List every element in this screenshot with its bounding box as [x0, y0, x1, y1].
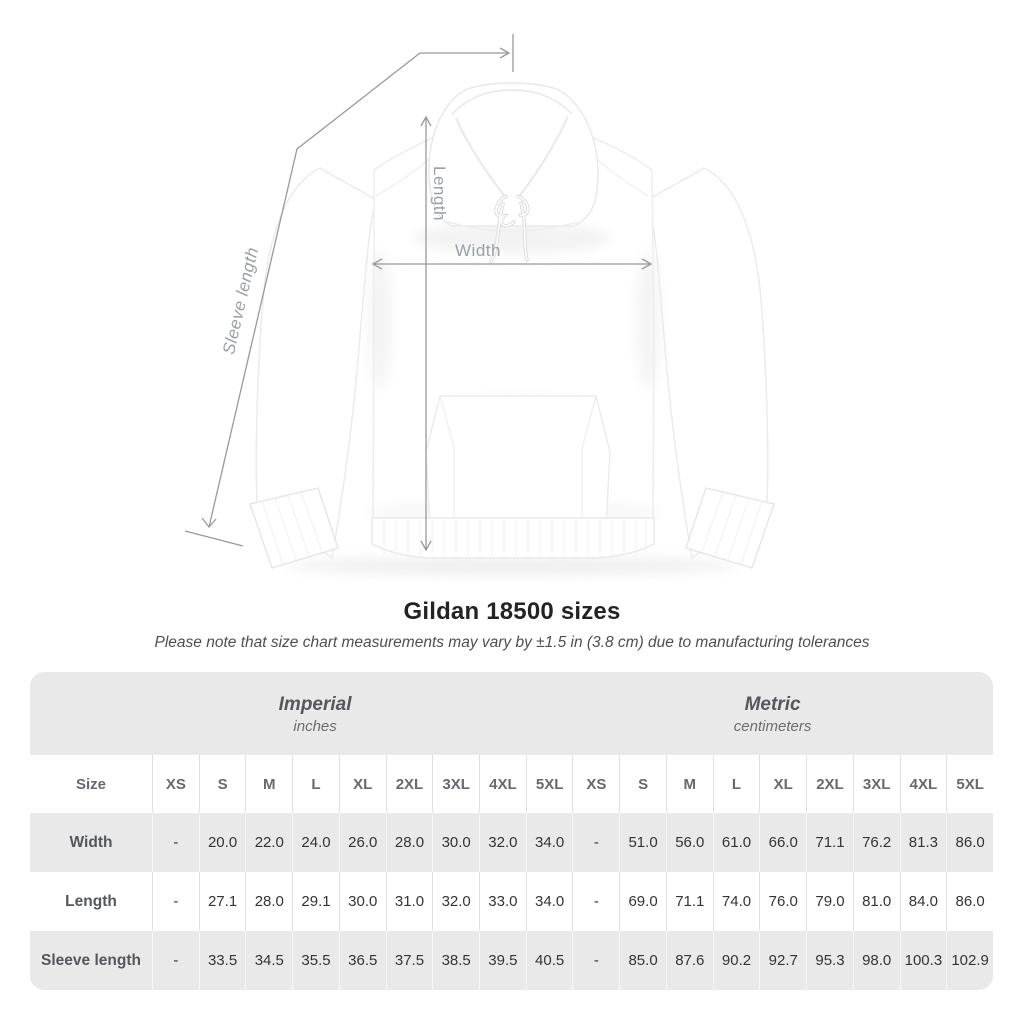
- value-cell: 37.5: [386, 931, 433, 990]
- size-header-cell: XS: [572, 755, 619, 813]
- value-cell: -: [572, 872, 619, 931]
- table-row-width: [30, 813, 993, 872]
- value-cell: 90.2: [713, 931, 760, 990]
- sleeve-length-measure-label: Sleeve length: [219, 245, 263, 357]
- value-cell: 61.0: [713, 813, 760, 872]
- value-cell: 81.0: [853, 872, 900, 931]
- value-cell: 34.0: [526, 813, 573, 872]
- value-cell: 28.0: [386, 813, 433, 872]
- value-cell: -: [572, 813, 619, 872]
- value-cell: 39.5: [479, 931, 526, 990]
- value-cell: 81.3: [900, 813, 947, 872]
- row-label: Width: [69, 833, 113, 851]
- value-cell: 31.0: [386, 872, 433, 931]
- imperial-label: Imperial: [278, 694, 352, 715]
- value-cell: -: [152, 872, 199, 931]
- value-cell: 40.5: [526, 931, 573, 990]
- row-label: Length: [65, 892, 117, 910]
- value-cell: 32.0: [479, 813, 526, 872]
- page-title: Gildan 18500 sizes: [403, 598, 621, 625]
- value-cell: 34.5: [245, 931, 292, 990]
- value-cell: 100.3: [900, 931, 947, 990]
- value-cell: 95.3: [806, 931, 853, 990]
- hem-band: [372, 518, 654, 558]
- size-header-cell: L: [292, 755, 339, 813]
- value-cell: 33.0: [479, 872, 526, 931]
- size-header-cell: XL: [339, 755, 386, 813]
- metric-label: Metric: [744, 694, 801, 715]
- value-cell: 84.0: [900, 872, 947, 931]
- value-cell: 86.0: [946, 872, 993, 931]
- value-cell: 71.1: [666, 872, 713, 931]
- imperial-group-header: [30, 672, 572, 755]
- size-column-header: Size: [75, 775, 106, 793]
- value-cell: 26.0: [339, 813, 386, 872]
- hood: [429, 83, 598, 231]
- imperial-unit: inches: [293, 717, 337, 735]
- size-header-cell: 3XL: [853, 755, 900, 813]
- table-header-row: [30, 755, 993, 813]
- value-cell: 98.0: [853, 931, 900, 990]
- value-cell: 36.5: [339, 931, 386, 990]
- size-header-cell: XL: [759, 755, 806, 813]
- kangaroo-pocket: [426, 396, 610, 526]
- value-cell: -: [152, 931, 199, 990]
- metric-unit: centimeters: [733, 717, 812, 735]
- size-header-cell: 2XL: [806, 755, 853, 813]
- value-cell: 30.0: [339, 872, 386, 931]
- metric-group-header: [572, 672, 993, 755]
- tolerance-note: Please note that size chart measurements may vary by ±1.5 in (3.8 cm) due to manufacturing tolerances: [154, 634, 870, 651]
- size-header-cell: 4XL: [900, 755, 947, 813]
- value-cell: -: [152, 813, 199, 872]
- value-cell: 66.0: [759, 813, 806, 872]
- value-cell: 56.0: [666, 813, 713, 872]
- value-cell: -: [572, 931, 619, 990]
- value-cell: 34.0: [526, 872, 573, 931]
- value-cell: 24.0: [292, 813, 339, 872]
- value-cell: 32.0: [432, 872, 479, 931]
- size-table: [30, 672, 993, 990]
- value-cell: 87.6: [666, 931, 713, 990]
- size-header-cell: M: [666, 755, 713, 813]
- value-cell: 20.0: [199, 813, 246, 872]
- value-cell: 86.0: [946, 813, 993, 872]
- size-header-cell: 3XL: [432, 755, 479, 813]
- value-cell: 51.0: [619, 813, 666, 872]
- size-header-cell: 5XL: [526, 755, 573, 813]
- unit-group-band: [30, 672, 993, 755]
- value-cell: 92.7: [759, 931, 806, 990]
- value-cell: 29.1: [292, 872, 339, 931]
- value-cell: 76.2: [853, 813, 900, 872]
- value-cell: 76.0: [759, 872, 806, 931]
- value-cell: 30.0: [432, 813, 479, 872]
- table-row-sleeve-length: [30, 931, 993, 990]
- value-cell: 28.0: [245, 872, 292, 931]
- size-header-cell: S: [199, 755, 246, 813]
- value-cell: 69.0: [619, 872, 666, 931]
- value-cell: 27.1: [199, 872, 246, 931]
- value-cell: 22.0: [245, 813, 292, 872]
- table-row-length: [30, 872, 993, 931]
- ground-shadow: [287, 557, 737, 575]
- value-cell: 71.1: [806, 813, 853, 872]
- value-cell: 74.0: [713, 872, 760, 931]
- value-cell: 85.0: [619, 931, 666, 990]
- value-cell: 102.9: [946, 931, 993, 990]
- size-header-cell: XS: [152, 755, 199, 813]
- length-measure-label: Length: [430, 166, 449, 221]
- size-header-cell: S: [619, 755, 666, 813]
- value-cell: 79.0: [806, 872, 853, 931]
- size-header-cell: M: [245, 755, 292, 813]
- value-cell: 35.5: [292, 931, 339, 990]
- width-measure-label: Width: [455, 241, 501, 260]
- size-header-cell: 2XL: [386, 755, 433, 813]
- size-header-cell: 4XL: [479, 755, 526, 813]
- value-cell: 38.5: [432, 931, 479, 990]
- size-header-cell: 5XL: [946, 755, 993, 813]
- value-cell: 33.5: [199, 931, 246, 990]
- size-header-cell: L: [713, 755, 760, 813]
- row-label: Sleeve length: [41, 951, 141, 969]
